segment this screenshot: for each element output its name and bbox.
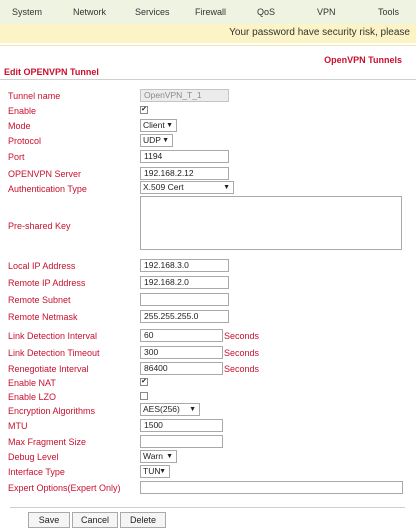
dropdown-arrow-icon: ▼ (159, 468, 166, 475)
tunnel-name-field: OpenVPN_T_1 (140, 89, 229, 102)
mtu-label: MTU (8, 421, 28, 431)
mtu-field[interactable]: 1500 (140, 419, 223, 432)
enable-lzo-checkbox[interactable] (140, 392, 148, 400)
enable-lzo-label: Enable LZO (8, 392, 57, 402)
expert-options-field[interactable] (140, 481, 403, 494)
nav-system[interactable]: System (12, 7, 43, 17)
psk-label: Pre-shared Key (8, 221, 71, 231)
nav-qos[interactable]: QoS (257, 7, 276, 17)
nav-services[interactable]: Services (135, 7, 170, 17)
save-button[interactable]: Save (28, 512, 70, 528)
divider (10, 507, 405, 508)
mode-value: Client (143, 120, 165, 130)
protocol-value: UDP (143, 135, 161, 145)
link-interval-label: Link Detection Interval (8, 331, 98, 341)
interface-type-value: TUN (143, 466, 161, 476)
encryption-label: Encryption Algorithms (8, 406, 96, 416)
auth-type-select[interactable] (140, 181, 234, 194)
tunnel-name-label: Tunnel name (8, 91, 61, 101)
link-timeout-unit: Seconds (224, 348, 260, 358)
local-ip-field[interactable]: 192.168.3.0 (140, 259, 229, 272)
mode-select[interactable] (140, 119, 177, 132)
link-interval-field[interactable]: 60 (140, 329, 223, 342)
psk-textarea[interactable] (140, 196, 402, 250)
mode-label: Mode (8, 121, 31, 131)
max-fragment-field[interactable] (140, 435, 223, 448)
nav-vpn[interactable]: VPN (317, 7, 336, 17)
openvpn-server-label: OPENVPN Server (8, 169, 82, 179)
interface-type-select[interactable] (140, 465, 170, 478)
auth-type-label: Authentication Type (8, 184, 87, 194)
dropdown-arrow-icon: ▼ (166, 453, 173, 460)
remote-subnet-label: Remote Subnet (8, 295, 71, 305)
enable-nat-label: Enable NAT (8, 378, 56, 388)
page-title: Edit OPENVPN Tunnel (4, 67, 99, 77)
auth-type-value: X.509 Cert (143, 182, 184, 192)
nav-tools[interactable]: Tools (378, 7, 400, 17)
dropdown-arrow-icon: ▼ (162, 137, 169, 144)
enable-checkbox[interactable]: ✔ (141, 106, 147, 113)
nav-firewall[interactable]: Firewall (195, 7, 227, 17)
local-ip-label: Local IP Address (8, 261, 76, 271)
expert-options-label: Expert Options(Expert Only) (8, 483, 121, 493)
renegotiate-field[interactable]: 86400 (140, 362, 223, 375)
openvpn-server-field[interactable]: 192.168.2.12 (140, 167, 229, 180)
debug-level-value: Warn (143, 451, 163, 461)
remote-subnet-field[interactable] (140, 293, 229, 306)
enable-label: Enable (8, 106, 37, 116)
remote-netmask-label: Remote Netmask (8, 312, 78, 322)
delete-button[interactable]: Delete (120, 512, 166, 528)
top-nav (0, 0, 416, 25)
dropdown-arrow-icon: ▼ (223, 184, 230, 191)
encryption-select[interactable] (140, 403, 200, 416)
cancel-button[interactable]: Cancel (72, 512, 118, 528)
port-label: Port (8, 152, 25, 162)
nav-network[interactable]: Network (73, 7, 107, 17)
enable-nat-checkbox[interactable]: ✔ (141, 378, 147, 385)
warning-text: Your password have security risk, please (229, 27, 410, 38)
encryption-value: AES(256) (143, 404, 180, 414)
divider (0, 79, 416, 80)
divider (0, 45, 416, 46)
dropdown-arrow-icon: ▼ (166, 122, 173, 129)
remote-ip-label: Remote IP Address (8, 278, 86, 288)
port-field[interactable]: 1194 (140, 150, 229, 163)
renegotiate-unit: Seconds (224, 364, 260, 374)
renegotiate-label: Renegotiate Interval (8, 364, 89, 374)
security-warning-banner (0, 24, 416, 43)
link-timeout-label: Link Detection Timeout (8, 348, 100, 358)
remote-ip-field[interactable]: 192.168.2.0 (140, 276, 229, 289)
link-interval-unit: Seconds (224, 331, 260, 341)
dropdown-arrow-icon: ▼ (189, 406, 196, 413)
protocol-label: Protocol (8, 136, 42, 146)
max-fragment-label: Max Fragment Size (8, 437, 87, 447)
interface-type-label: Interface Type (8, 467, 65, 477)
remote-netmask-field[interactable]: 255.255.255.0 (140, 310, 229, 323)
link-timeout-field[interactable]: 300 (140, 346, 223, 359)
debug-level-label: Debug Level (8, 452, 59, 462)
debug-level-select[interactable] (140, 450, 177, 463)
openvpn-tunnels-link[interactable]: OpenVPN Tunnels (324, 55, 402, 65)
protocol-select[interactable] (140, 134, 173, 147)
